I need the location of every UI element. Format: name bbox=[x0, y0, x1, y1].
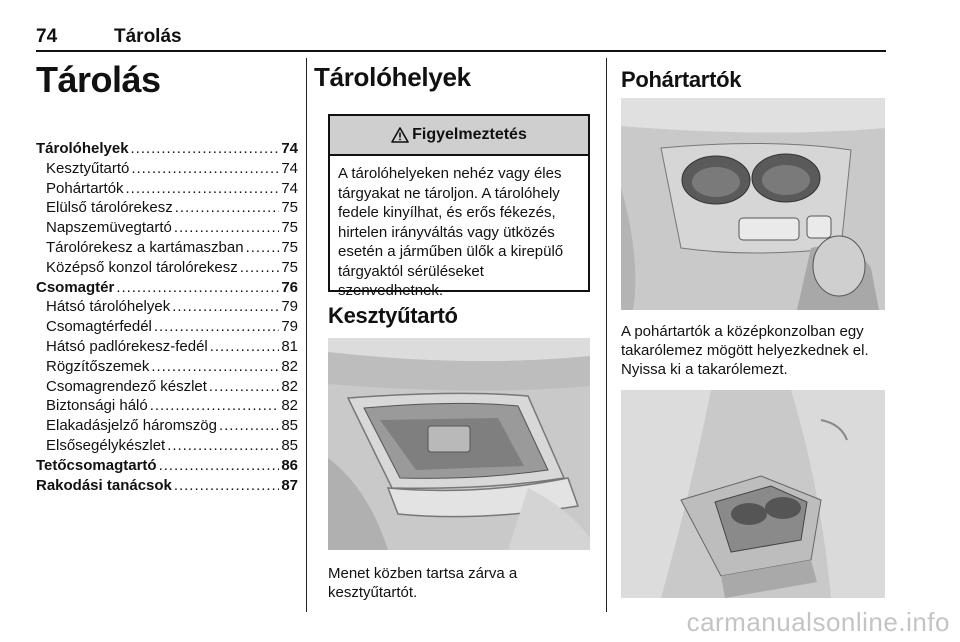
toc-entry-page: 75 bbox=[281, 199, 298, 217]
glovebox-text: Menet közben tartsa zárva a kesztyűtartót. bbox=[328, 565, 518, 601]
page-header bbox=[36, 26, 884, 50]
toc-entry-page: 74 bbox=[281, 159, 298, 177]
toc-entry-page: 75 bbox=[281, 219, 298, 237]
toc-entry-label: Csomagtérfedél bbox=[46, 318, 152, 336]
toc-entry[interactable] bbox=[36, 456, 298, 476]
toc-entry-page: 74 bbox=[281, 179, 298, 197]
toc-entry[interactable] bbox=[36, 436, 298, 456]
toc-entry-page: 85 bbox=[281, 417, 298, 435]
toc-leader-dots bbox=[210, 337, 280, 357]
toc-entry-label: Elülső tárolórekesz bbox=[46, 199, 173, 217]
toc-leader-dots bbox=[151, 357, 279, 377]
toc-leader-dots bbox=[240, 258, 280, 278]
toc-entry-label: Hátsó padlórekesz-fedél bbox=[46, 337, 208, 355]
toc-entry-page: 79 bbox=[281, 298, 298, 316]
toc-entry-page: 87 bbox=[281, 476, 298, 494]
toc-leader-dots bbox=[174, 218, 279, 238]
toc-entry[interactable] bbox=[36, 476, 298, 496]
cupholders-title: Pohártartók bbox=[621, 67, 742, 92]
warning-title: Figyelmeztetés bbox=[412, 126, 527, 143]
column-divider bbox=[606, 58, 607, 612]
toc-entry[interactable] bbox=[36, 198, 298, 218]
cupholder-column bbox=[621, 58, 886, 618]
toc-entry[interactable] bbox=[36, 278, 298, 298]
table-of-contents bbox=[36, 139, 298, 495]
warning-text: A tárolóhelyeken nehéz vagy éles tárgyakat ne tároljon. A tárolóhely fedele kinyílhat, és erős fékezés, hirtelen irányváltás vagy ütközés esetén a járműben ülők a kirepülő tárgyaktól sérüléseket szenvedhetnek. bbox=[338, 165, 564, 299]
toc-entry[interactable] bbox=[36, 396, 298, 416]
glovebox-illustration bbox=[328, 338, 590, 550]
toc-leader-dots bbox=[172, 297, 279, 317]
toc-leader-dots bbox=[209, 377, 279, 397]
toc-entry-label: Elsősegélykészlet bbox=[46, 436, 166, 454]
toc-entry[interactable] bbox=[36, 337, 298, 357]
toc-leader-dots bbox=[150, 396, 280, 416]
warning-box bbox=[328, 114, 590, 299]
toc-entry[interactable] bbox=[36, 416, 298, 436]
section-title: Tárolóhelyek bbox=[314, 62, 471, 92]
toc-column bbox=[36, 58, 298, 495]
toc-leader-dots bbox=[131, 159, 279, 179]
toc-leader-dots bbox=[219, 416, 279, 436]
toc-entry-page: 75 bbox=[281, 238, 298, 256]
toc-entry-page: 82 bbox=[281, 357, 298, 375]
toc-entry-label: Csomagtér bbox=[36, 278, 115, 296]
toc-entry-page: 75 bbox=[281, 258, 298, 276]
toc-leader-dots bbox=[116, 278, 279, 298]
toc-leader-dots bbox=[174, 476, 279, 496]
toc-entry-label: Elakadásjelző háromszög bbox=[46, 417, 217, 435]
toc-entry[interactable] bbox=[36, 139, 298, 159]
toc-entry-page: 85 bbox=[281, 436, 298, 454]
toc-entry[interactable] bbox=[36, 218, 298, 238]
toc-entry[interactable] bbox=[36, 159, 298, 179]
toc-entry[interactable] bbox=[36, 317, 298, 337]
toc-entry-label: Pohártartók bbox=[46, 179, 124, 197]
toc-entry[interactable] bbox=[36, 357, 298, 377]
warning-triangle-icon bbox=[391, 127, 409, 143]
header-rule bbox=[36, 50, 886, 52]
toc-leader-dots bbox=[126, 179, 280, 199]
toc-entry-page: 76 bbox=[281, 278, 298, 296]
column-divider bbox=[306, 58, 307, 612]
toc-entry-label: Biztonsági háló bbox=[46, 397, 148, 415]
storage-column bbox=[314, 58, 594, 618]
toc-entry[interactable] bbox=[36, 179, 298, 199]
toc-entry-page: 81 bbox=[281, 337, 298, 355]
toc-entry-label: Rögzítőszemek bbox=[46, 357, 150, 375]
toc-entry-page: 82 bbox=[281, 397, 298, 415]
toc-entry-label: Középső konzol tárolórekesz bbox=[46, 258, 238, 276]
header-title: Tárolás bbox=[114, 26, 182, 47]
cupholders-text: A pohártartók a középkonzolban egy takarólemez mögött helyezkednek el. Nyissa ki a takarólemezt. bbox=[621, 323, 869, 378]
toc-entry[interactable] bbox=[36, 238, 298, 258]
toc-leader-dots bbox=[175, 198, 280, 218]
toc-entry-page: 74 bbox=[281, 140, 298, 157]
toc-leader-dots bbox=[154, 317, 279, 337]
toc-entry[interactable] bbox=[36, 258, 298, 278]
watermark: carmanualsonline.info bbox=[686, 607, 950, 637]
cupholder-console-illustration bbox=[621, 98, 885, 310]
toc-entry-label: Csomagrendező készlet bbox=[46, 377, 207, 395]
toc-entry-page: 86 bbox=[281, 456, 298, 474]
chapter-title: Tárolás bbox=[36, 59, 161, 100]
toc-entry[interactable] bbox=[36, 377, 298, 397]
toc-entry-label: Tetőcsomagtartó bbox=[36, 456, 157, 474]
toc-entry[interactable] bbox=[36, 297, 298, 317]
toc-leader-dots bbox=[131, 139, 280, 159]
toc-entry-label: Tárolóhelyek bbox=[36, 140, 129, 157]
page-number: 74 bbox=[36, 26, 58, 47]
toc-entry-label: Rakodási tanácsok bbox=[36, 476, 172, 494]
toc-entry-label: Hátsó tárolóhelyek bbox=[46, 298, 171, 316]
toc-leader-dots bbox=[246, 238, 280, 258]
toc-entry-label: Napszemüvegtartó bbox=[46, 219, 172, 237]
toc-entry-page: 79 bbox=[281, 318, 298, 336]
toc-leader-dots bbox=[159, 456, 280, 476]
rear-armrest-cupholder-illustration bbox=[621, 390, 885, 598]
toc-leader-dots bbox=[167, 436, 279, 456]
toc-entry-page: 82 bbox=[281, 377, 298, 395]
toc-entry-label: Tárolórekesz a kartámaszban bbox=[46, 238, 244, 256]
warning-header bbox=[330, 116, 588, 156]
glovebox-title: Kesztyűtartó bbox=[328, 303, 458, 328]
toc-entry-label: Kesztyűtartó bbox=[46, 159, 130, 177]
